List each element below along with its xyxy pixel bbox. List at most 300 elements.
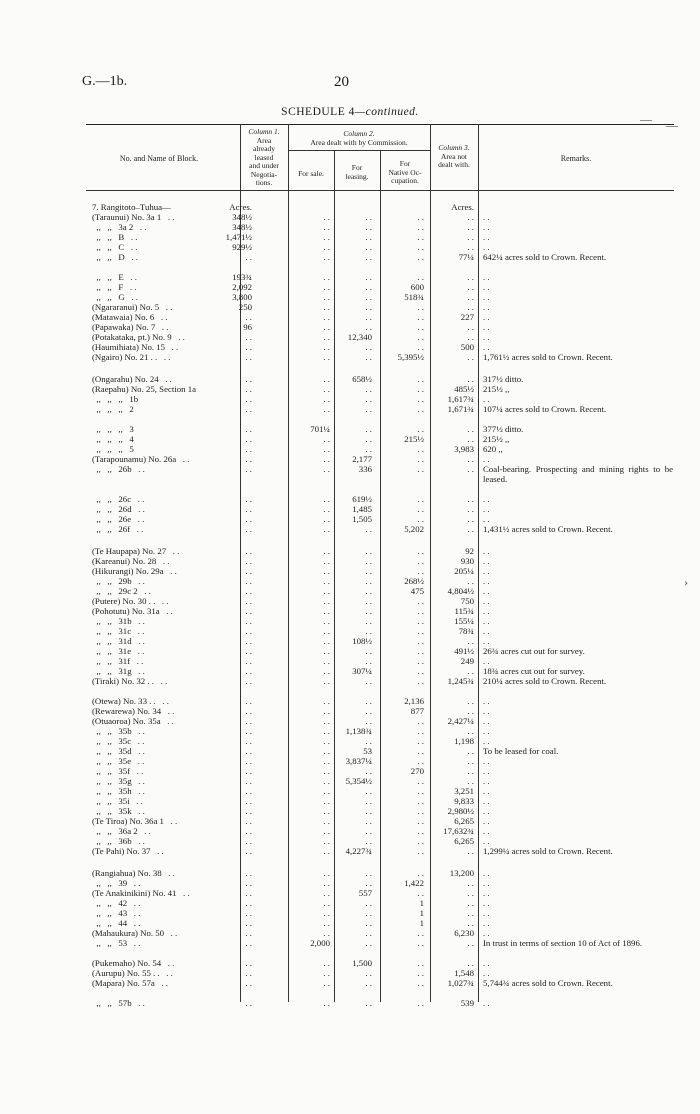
cell-rem: . .	[483, 726, 490, 736]
cell-native: . .	[417, 374, 424, 384]
table-row	[0, 746, 700, 756]
cell-rem: 107¼ acres sold to Crown. Recent.	[483, 404, 607, 414]
table-row	[0, 666, 700, 676]
cell-lease: . .	[365, 272, 372, 282]
table-row	[0, 494, 700, 504]
cell-sale: . .	[323, 626, 330, 636]
cell-rem: . .	[483, 656, 490, 666]
cell-sale: . .	[323, 796, 330, 806]
cell-c1: . .	[245, 776, 252, 786]
cell-rem: . .	[483, 756, 490, 766]
cell-native: . .	[417, 888, 424, 898]
cell-native: . .	[417, 928, 424, 938]
cell-notd: 115¾	[454, 606, 474, 616]
cell-notd: 9,833	[454, 796, 474, 806]
cell-native: 1,422	[404, 878, 424, 888]
cell-name: ,, ,, ,, 3	[92, 424, 134, 434]
cell-c1: . .	[245, 806, 252, 816]
cell-lease: . .	[365, 716, 372, 726]
cell-c1: . .	[245, 394, 252, 404]
cell-c1: Acres.	[229, 202, 252, 212]
cell-notd: 17,632¾	[443, 826, 474, 836]
cell-rem: . .	[483, 836, 490, 846]
cell-notd: 930	[460, 556, 474, 566]
cell-native: . .	[417, 494, 424, 504]
cell-notd: 77¼	[458, 252, 474, 262]
cell-native: . .	[417, 826, 424, 836]
cell-sale: . .	[323, 494, 330, 504]
cell-native: . .	[417, 212, 424, 222]
cell-native: 215½	[404, 434, 424, 444]
cell-notd: . .	[467, 756, 474, 766]
cell-lease: 557	[358, 888, 372, 898]
cell-notd: . .	[467, 282, 474, 292]
cell-c1: . .	[245, 576, 252, 586]
cell-lease: . .	[365, 806, 372, 816]
cell-native: 600	[410, 282, 424, 292]
cell-c1: . .	[245, 546, 252, 556]
cell-name: ,, ,, 35i . .	[92, 796, 143, 806]
cell-lease: . .	[365, 706, 372, 716]
cell-lease: 2,177	[352, 454, 372, 464]
cell-native: . .	[417, 444, 424, 454]
cell-notd: . .	[467, 232, 474, 242]
table-row	[0, 252, 700, 262]
cell-name: ,, ,, 53 . .	[92, 938, 141, 948]
header-col1-line: tions.	[255, 178, 273, 187]
cell-sale: . .	[323, 766, 330, 776]
cell-c1: . .	[245, 998, 252, 1008]
cell-name: (Tiraki) No. 32 . . . .	[92, 676, 168, 686]
cell-lease: . .	[365, 222, 372, 232]
table-row	[0, 616, 700, 626]
cell-notd: . .	[467, 292, 474, 302]
cell-rem: . .	[483, 626, 490, 636]
cell-lease: 1,500	[352, 958, 372, 968]
cell-rem: 215½ ,,	[483, 434, 510, 444]
cell-sale: . .	[323, 232, 330, 242]
cell-sale: . .	[323, 586, 330, 596]
cell-notd: . .	[467, 434, 474, 444]
table-row	[0, 806, 700, 816]
cell-notd: . .	[467, 272, 474, 282]
cell-notd: . .	[467, 938, 474, 948]
cell-rem: . .	[483, 928, 490, 938]
cell-notd: Acres.	[451, 202, 474, 212]
header-col1-line: leased	[254, 152, 274, 162]
table-row	[0, 878, 700, 888]
header-col1-line: Area	[256, 135, 272, 145]
cell-notd: . .	[467, 766, 474, 776]
cell-sale: . .	[323, 282, 330, 292]
cell-lease: . .	[365, 394, 372, 404]
cell-notd: 1,245¾	[447, 676, 474, 686]
cell-lease: . .	[365, 918, 372, 928]
cell-notd: 3,983	[454, 444, 474, 454]
cell-name: (Haumihiata) No. 15 . .	[92, 342, 179, 352]
cell-sale: . .	[323, 958, 330, 968]
cell-rem: . .	[483, 242, 490, 252]
cell-native: 1	[419, 908, 424, 918]
cell-notd: . .	[467, 776, 474, 786]
cell-rem: 5,744¾ acres sold to Crown. Recent.	[483, 978, 613, 988]
cell-notd: . .	[467, 494, 474, 504]
cell-name: ,, ,, 44 . .	[92, 918, 141, 928]
cell-sale: . .	[323, 968, 330, 978]
cell-name: (Rewarewa) No. 34 . .	[92, 706, 175, 716]
cell-notd: 1,671¾	[447, 404, 474, 414]
cell-c1: . .	[245, 766, 252, 776]
cell-notd: 491½	[454, 646, 474, 656]
cell-rem: 620 ,,	[483, 444, 503, 454]
cell-lease: 3,837¼	[345, 756, 372, 766]
table-row	[0, 586, 700, 596]
cell-native: . .	[417, 332, 424, 342]
header-column3	[430, 144, 478, 170]
cell-rem: . .	[483, 888, 490, 898]
cell-lease: . .	[365, 292, 372, 302]
cell-sale: . .	[323, 918, 330, 928]
table-row	[0, 282, 700, 292]
cell-sale: . .	[323, 242, 330, 252]
table-row	[0, 524, 700, 534]
cell-sale: . .	[323, 716, 330, 726]
cell-lease: . .	[365, 384, 372, 394]
cell-notd: . .	[467, 212, 474, 222]
header-col2-sub: Area dealt with by Commission.	[310, 137, 408, 147]
cell-native: 518¾	[404, 292, 424, 302]
cell-c1: . .	[245, 706, 252, 716]
cell-rem: . .	[483, 878, 490, 888]
cell-notd: 78¾	[458, 626, 474, 636]
cell-name: ,, ,, ,, 4	[92, 434, 134, 444]
cell-name: ,, ,, 26c . .	[92, 494, 145, 504]
cell-c1: . .	[245, 816, 252, 826]
cell-native: . .	[417, 816, 424, 826]
cell-lease: . .	[365, 596, 372, 606]
cell-native: . .	[417, 636, 424, 646]
table-row	[0, 322, 700, 332]
cell-sale: . .	[323, 656, 330, 666]
cell-rem: 26¾ acres cut out for survey.	[483, 646, 585, 656]
cell-native: . .	[417, 868, 424, 878]
table-row	[0, 546, 700, 556]
cell-notd: . .	[467, 958, 474, 968]
cell-lease: 1,138¾	[345, 726, 372, 736]
cell-name: ,, ,, 36b . .	[92, 836, 145, 846]
cell-native: . .	[417, 616, 424, 626]
cell-name: ,, ,, 31g . .	[92, 666, 145, 676]
cell-rem: . .	[483, 696, 490, 706]
edge-mark: —	[666, 118, 678, 132]
cell-lease: . .	[365, 696, 372, 706]
cell-name: (Te Tiroa) No. 36a 1 . .	[92, 816, 178, 826]
cell-lease: . .	[365, 796, 372, 806]
cell-rem: 210¼ acres sold to Crown. Recent.	[483, 676, 607, 686]
cell-notd: . .	[467, 636, 474, 646]
header-bottom-rule	[86, 190, 674, 191]
cell-name: ,, ,, 26d . .	[92, 504, 145, 514]
cell-name: ,, ,, D . .	[92, 252, 138, 262]
cell-rem: . .	[483, 494, 490, 504]
cell-notd: . .	[467, 878, 474, 888]
cell-rem: . .	[483, 454, 490, 464]
cell-c1: . .	[245, 596, 252, 606]
cell-notd: 2,427¼	[447, 716, 474, 726]
cell-c1: . .	[245, 928, 252, 938]
header-remarks: Remarks.	[560, 154, 592, 163]
cell-notd: 539	[460, 998, 474, 1008]
cell-lease: . .	[365, 282, 372, 292]
cell-sale: . .	[323, 546, 330, 556]
table-row	[0, 606, 700, 616]
cell-c1: . .	[245, 352, 252, 362]
cell-rem: . .	[483, 332, 490, 342]
cell-rem: . .	[483, 806, 490, 816]
cell-c1: . .	[245, 908, 252, 918]
table-row	[0, 514, 700, 524]
cell-notd: . .	[467, 504, 474, 514]
cell-notd: 1,027¾	[447, 978, 474, 988]
cell-rem: . .	[483, 766, 490, 776]
cell-name: ,, ,, 36a 2 . .	[92, 826, 151, 836]
cell-notd: 4,804½	[447, 586, 474, 596]
cell-sale: . .	[323, 444, 330, 454]
cell-notd: 500	[460, 342, 474, 352]
cell-notd: . .	[467, 514, 474, 524]
edge-mark: ›	[684, 575, 688, 589]
cell-lease: 619½	[352, 494, 372, 504]
header-native-line: Native Oc-	[388, 167, 422, 177]
cell-notd: . .	[467, 424, 474, 434]
cell-notd: . .	[467, 302, 474, 312]
cell-c1: . .	[245, 726, 252, 736]
cell-rem: . .	[483, 786, 490, 796]
cell-notd: . .	[467, 332, 474, 342]
cell-c1: . .	[245, 968, 252, 978]
cell-native: . .	[417, 756, 424, 766]
cell-name: ,, ,, 26f . .	[92, 524, 144, 534]
cell-lease: 658½	[352, 374, 372, 384]
header-col2-title: Column 2.	[343, 129, 375, 138]
cell-native: . .	[417, 242, 424, 252]
schedule-title-main: SCHEDULE 4	[281, 106, 355, 118]
cell-c1: 96	[243, 322, 252, 332]
table-row	[0, 394, 700, 404]
header-leasing-line: leasing.	[345, 171, 369, 181]
table-row	[0, 888, 700, 898]
cell-rem: . .	[483, 826, 490, 836]
cell-lease: . .	[365, 826, 372, 836]
cell-lease: . .	[365, 434, 372, 444]
header-native-line: cupation.	[391, 176, 419, 185]
cell-sale: . .	[323, 666, 330, 676]
header-col1-line: already	[252, 144, 276, 153]
table-row	[0, 222, 700, 232]
cell-sale: . .	[323, 596, 330, 606]
cell-rem: . .	[483, 212, 490, 222]
cell-sale: . .	[323, 464, 330, 474]
cell-rem: . .	[483, 616, 490, 626]
cell-rem: 215½ ,,	[483, 384, 510, 394]
cell-notd: . .	[467, 222, 474, 232]
cell-sale: . .	[323, 756, 330, 766]
cell-name: ,, ,, G . .	[92, 292, 138, 302]
cell-c1: 2,092	[232, 282, 252, 292]
cell-notd: . .	[467, 322, 474, 332]
page-number: 20	[334, 74, 349, 90]
cell-sale: . .	[323, 736, 330, 746]
header-column1	[240, 128, 288, 188]
cell-sale: . .	[323, 514, 330, 524]
cell-lease: . .	[365, 878, 372, 888]
cell-name: ,, ,, 57b . .	[92, 998, 145, 1008]
cell-native: 5,395½	[397, 352, 424, 362]
table-row	[0, 836, 700, 846]
cell-lease: . .	[365, 626, 372, 636]
cell-name: (Potakataka, pt.) No. 9 . .	[92, 332, 185, 342]
cell-name: ,, ,, 29b . .	[92, 576, 145, 586]
cell-lease: . .	[365, 968, 372, 978]
cell-c1: . .	[245, 252, 252, 262]
cell-rem: To be leased for coal.	[483, 746, 559, 756]
cell-lease: . .	[365, 586, 372, 596]
cell-lease: . .	[365, 676, 372, 686]
column2-rule	[288, 150, 430, 151]
cell-c1: . .	[245, 332, 252, 342]
header-native-line: For	[399, 159, 411, 168]
cell-sale: . .	[323, 706, 330, 716]
cell-c1: . .	[245, 666, 252, 676]
cell-name: ,, ,, 31b . .	[92, 616, 145, 626]
cell-native: . .	[417, 504, 424, 514]
cell-name: (Papawaka) No. 7 . .	[92, 322, 169, 332]
table-row	[0, 646, 700, 656]
cell-sale: . .	[323, 878, 330, 888]
cell-native: . .	[417, 666, 424, 676]
schedule-title-suffix: —continued.	[354, 106, 419, 118]
cell-c1: . .	[245, 958, 252, 968]
cell-notd: 249	[460, 656, 474, 666]
cell-name: ,, ,, C . .	[92, 242, 138, 252]
table-row	[0, 596, 700, 606]
cell-native: . .	[417, 272, 424, 282]
cell-notd: 92	[465, 546, 474, 556]
cell-rem: . .	[483, 232, 490, 242]
cell-lease: . .	[365, 898, 372, 908]
cell-c1: . .	[245, 756, 252, 766]
cell-sale: . .	[323, 826, 330, 836]
cell-lease: . .	[365, 836, 372, 846]
cell-sale: . .	[323, 806, 330, 816]
cell-rem: . .	[483, 736, 490, 746]
edge-mark: —	[640, 112, 652, 126]
header-column2	[288, 130, 430, 147]
cell-native: 877	[410, 706, 424, 716]
cell-native: . .	[417, 646, 424, 656]
cell-name: ,, ,, 35k . .	[92, 806, 145, 816]
table-row	[0, 676, 700, 686]
cell-native: . .	[417, 746, 424, 756]
cell-name: (Mahaukura) No. 50 . .	[92, 928, 178, 938]
cell-lease: . .	[365, 312, 372, 322]
cell-name: (Tarapounamu) No. 26a . .	[92, 454, 190, 464]
cell-rem: . .	[483, 796, 490, 806]
cell-rem: . .	[483, 716, 490, 726]
cell-name: (Ongarahu) No. 24 . .	[92, 374, 172, 384]
cell-name: (Ngairo) No. 21 . . . .	[92, 352, 171, 362]
cell-c1: . .	[245, 938, 252, 948]
cell-lease: 12,340	[347, 332, 372, 342]
cell-name: (Aurupu) No. 55 . . . .	[92, 968, 173, 978]
cell-rem: . .	[483, 636, 490, 646]
table-row	[0, 434, 700, 444]
table-row	[0, 796, 700, 806]
cell-lease: . .	[365, 342, 372, 352]
cell-rem: . .	[483, 898, 490, 908]
cell-rem: . .	[483, 868, 490, 878]
table-row	[0, 776, 700, 786]
cell-sale: . .	[323, 928, 330, 938]
cell-name: ,, ,, 3a 2 . .	[92, 222, 147, 232]
cell-name: ,, ,, 35c . .	[92, 736, 145, 746]
cell-c1: . .	[245, 606, 252, 616]
cell-c1: . .	[245, 626, 252, 636]
cell-lease: 1,485	[352, 504, 372, 514]
cell-sale: . .	[323, 746, 330, 756]
table-row	[0, 766, 700, 776]
table-row	[0, 998, 700, 1008]
cell-native: . .	[417, 716, 424, 726]
cell-lease: . .	[365, 546, 372, 556]
cell-native: . .	[417, 394, 424, 404]
cell-lease: . .	[365, 524, 372, 534]
cell-lease: . .	[365, 998, 372, 1008]
cell-name: ,, ,, ,, 1b	[92, 394, 139, 404]
cell-rem: . .	[483, 586, 490, 596]
table-row	[0, 868, 700, 878]
cell-native: . .	[417, 626, 424, 636]
cell-c1: . .	[245, 616, 252, 626]
cell-sale: . .	[323, 352, 330, 362]
cell-rem: . .	[483, 556, 490, 566]
cell-c1: . .	[245, 676, 252, 686]
cell-native: . .	[417, 978, 424, 988]
cell-sale: . .	[323, 374, 330, 384]
cell-notd: . .	[467, 464, 474, 474]
cell-native: . .	[417, 342, 424, 352]
cell-native: . .	[417, 806, 424, 816]
cell-name: (Rangiahua) No. 38 . .	[92, 868, 175, 878]
cell-notd: 6,230	[454, 928, 474, 938]
cell-rem: . .	[483, 272, 490, 282]
cell-c1: . .	[245, 444, 252, 454]
cell-rem: . .	[483, 342, 490, 352]
cell-name: (Ngararanui) No. 5 . .	[92, 302, 173, 312]
table-row	[0, 302, 700, 312]
cell-notd: 1,198	[454, 736, 474, 746]
cell-lease: 336	[358, 464, 372, 474]
cell-sale: . .	[323, 342, 330, 352]
cell-native: . .	[417, 596, 424, 606]
cell-c1: . .	[245, 846, 252, 856]
cell-c1: . .	[245, 586, 252, 596]
cell-rem: In trust in terms of section 10 of Act of 1896.	[483, 938, 643, 948]
cell-sale: 701¼	[310, 424, 330, 434]
cell-lease: 4,227¾	[345, 846, 372, 856]
cell-rem: . .	[483, 222, 490, 232]
cell-sale: . .	[323, 776, 330, 786]
